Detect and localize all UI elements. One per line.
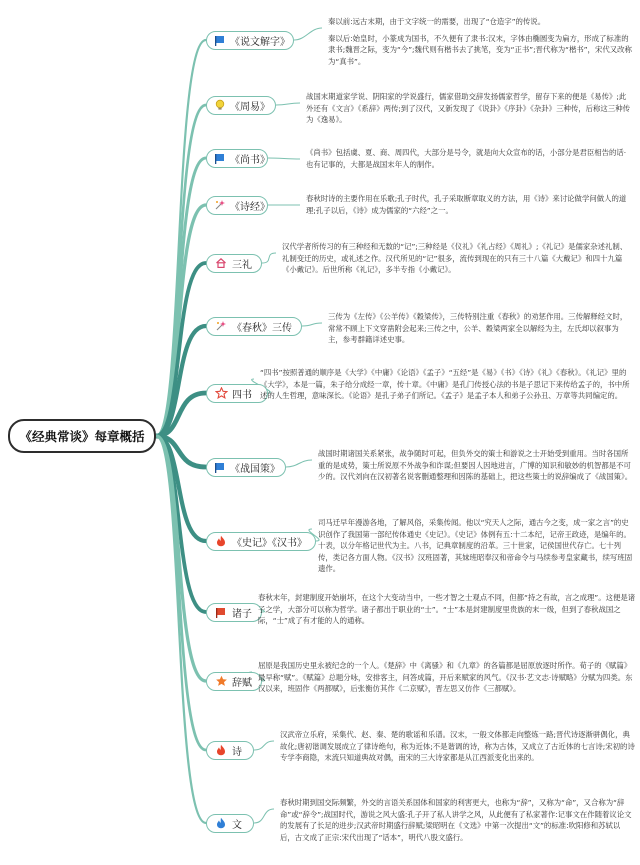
- flag-red-icon: [214, 606, 228, 618]
- summary-paragraph: 战国末期道家学说、阴阳家的学说盛行，儒家借助交辞发扬儒家哲学，留存下来的便是《易传》;此外还有《文言》《系辞》两传;到了汉代，又新发现了《说卦》《序卦》《杂卦》三种传，后称这三种传为《逸易》。: [306, 92, 630, 125]
- chapter-label: 辞赋: [232, 677, 252, 689]
- summary-paragraph: 《尚书》包括虞、夏、商、周四代，大部分是号令，就是向大众宣布的话，小部分是君臣相告的话·也有记事的，大都是战国末年人的制作。: [306, 148, 627, 169]
- summary-paragraph: 秦以后:始皇时，小篆成为国书，不久便有了隶书:汉末，字体由椭圆变为扁方，形成了标准的隶书;魏晋之际，变为“今”;魏代则有楷书去了挑笔，变为“正书”;晋代称为“楷书”，宋代又改称为“真书”。: [328, 33, 632, 66]
- summary-paragraph: 战国时期诸国关系紧张，战争随时可起，但负外交的策士和游说之士开始受到重用。当时各国所重的是成势，策士所说原不外战争和诈谋;但要因人因地进言，广博的知识和敏妙的机智都是不可少的。汉代刘向在汉初著名说客删通整理和因陈的基础上，把这些策士的说辞编成了《战国策》。: [318, 449, 633, 482]
- chapter-summary: [318, 448, 634, 483]
- chapter-label: 《尚书》: [230, 154, 270, 166]
- chapter-summary: [306, 193, 631, 216]
- chapter-node[interactable]: [206, 814, 254, 833]
- detail-connector: [262, 253, 276, 263]
- flag-blue-icon: [214, 461, 226, 473]
- chapter-summary: [280, 729, 635, 764]
- flag-blue-icon: [214, 34, 226, 46]
- chapter-node[interactable]: [206, 31, 294, 50]
- flag-blue-icon: [214, 152, 226, 164]
- star-outline-icon: [214, 387, 228, 399]
- chapter-summary: [306, 147, 631, 170]
- chapter-node[interactable]: [206, 458, 286, 477]
- chapter-label: 四书: [232, 389, 252, 401]
- summary-paragraph: 春秋末年，封建制度开始崩坏，在这个大变动当中，一些才智之士观点不同，但都“持之有故，言之成理”。这便是诸子之学，大部分可以称为哲学。诸子都出于职业的“士”。“士”本是封建制度里贵族的末一级，但到了春秋战国之际，“士”成了有才能的人的通称。: [258, 593, 636, 626]
- chapter-label: 诗: [232, 746, 242, 758]
- chapter-label: 诸子: [232, 608, 252, 620]
- fire-blue-icon: [214, 817, 228, 829]
- summary-paragraph: 屈原是我国历史里永被纪念的一个人。《楚辞》中《离骚》和《九章》的各篇都是屈原放逐时所作。荀子的《赋篇》最早称“赋”。《赋篇》总题分咏，安排客主，问答成篇，开后来赋家的风气。《汉书·艺文志·诗赋略》分赋为四类。东汉以来，班固作《两都赋》，后张衡仿其作《二京赋》，晋左思又仿作《三都赋》。: [258, 661, 633, 694]
- chapter-label: 《诗经》: [230, 201, 270, 213]
- chapter-node[interactable]: [206, 254, 262, 273]
- summary-paragraph: 秦以前:远古末期，由于文字统一的需要，出现了“仓造字”的传说。: [328, 17, 546, 26]
- summary-paragraph: “四书”按照普通的顺序是《大学》《中庸》《论语》《孟子》“五经”是《易》《书》《诗》《礼》《春秋》。《礼记》里的《大学》，本是一篇，朱子给分成经一章，传十章。《中庸》是孔门传授心法的书是子思记下来传给孟子的，书中所述的人生哲理，意味深长。《论语》是孔子弟子们所记。《孟子》是孟子本人和弟子公孙丑、万章等共同编定的。: [260, 368, 630, 401]
- chapter-node[interactable]: [206, 532, 316, 551]
- chapter-summary: [280, 797, 635, 843]
- root-topic[interactable]: 《经典常谈》每章概括: [8, 419, 156, 453]
- detail-connector: [268, 158, 300, 159]
- chapter-summary: [318, 517, 634, 575]
- chapter-node[interactable]: [206, 96, 276, 115]
- chapter-node[interactable]: [206, 384, 268, 403]
- chapter-label: 《说文解字》: [230, 36, 290, 48]
- chapter-node[interactable]: [206, 603, 262, 622]
- detail-connector: [276, 103, 300, 105]
- chapter-label: 《战国策》: [230, 463, 280, 475]
- chapter-summary: [328, 311, 628, 346]
- detail-connector: [286, 460, 312, 467]
- chapter-summary: [328, 16, 633, 67]
- chapter-node[interactable]: [206, 672, 262, 691]
- lightbulb-icon: [214, 99, 226, 111]
- summary-paragraph: 司马迁早年漫游各地，了解风俗，采集传闻。他以“究天人之际，通古今之变，成一家之言”的史识创作了我国第一部纪传体通史《史记》。《史记》体例有五:十二本纪，记帝王政迹，是编年的。十表，以分年格记世代为主。八书，记典章制度的沿革。三十世家，记侯国世代存亡。七十列传，类记各方面人物。《汉书》汉班固著，其妹班昭奉汉和帝命令与马续参考皇家藏书，续写班固遗作。: [318, 518, 633, 574]
- chapter-label: 文: [232, 819, 242, 831]
- summary-paragraph: 春秋时期到国交际频繁，外交的言语关系国体和国家的利害更大，也称为“辞”，又称为“命”，又合称为“辞命”或“辞令”;战国时代，游说之风大盛:孔子开了私人讲学之风，从此便有了私家著作:记事文在作随着议论文的发展有了长足的进步;汉武帝时期盛行辞赋;梁昭明在《文选》中第一次提出“文”的标准:吹阳修和苏轼以后，古文成了正宗:宋代出现了“话本”，明代八股文盛行。: [280, 798, 632, 842]
- detail-connector: [294, 28, 322, 40]
- fire-icon: [214, 744, 228, 756]
- chapter-label: 《春秋》三传: [232, 322, 292, 334]
- chapter-summary: [282, 241, 632, 276]
- detail-connector: [302, 323, 322, 326]
- chapter-label: 三礼: [232, 259, 252, 271]
- chapter-summary: [258, 592, 636, 627]
- chapter-node[interactable]: [206, 317, 302, 336]
- chapter-summary: [306, 91, 631, 126]
- fire-icon: [214, 535, 228, 547]
- sparkle-icon: [214, 320, 228, 332]
- detail-connector: [254, 809, 274, 823]
- chapter-node[interactable]: [206, 149, 268, 168]
- chapter-node[interactable]: [206, 741, 254, 760]
- chapter-node[interactable]: [206, 196, 268, 215]
- detail-connector: [254, 741, 274, 750]
- summary-paragraph: 汉代学者所传习的有三种经和无数的“记”;三种经是《仪礼》《礼占经》《周礼》;《礼记》是儒家杂述礼制、礼制变迁的历史，或礼述之作。汉代所见的“记”很多，流传到现在的只有三十八篇《大戴记》和四十九篇《小戴记》。后世所称《礼记》，多半专指《小戴记》。: [282, 242, 628, 275]
- house-icon: [214, 257, 228, 269]
- sparkle-icon: [214, 199, 226, 211]
- chapter-label: 《周易》: [230, 101, 270, 113]
- chapter-label: 《史记》《汉书》: [232, 537, 307, 549]
- summary-paragraph: 春秋时诗的主要作用在乐歌;孔子时代，孔子采取断章取义的方法，用《诗》来讨论做学问做人的道理;孔子以后，《诗》成为儒家的“六经”之一。: [306, 194, 627, 215]
- summary-paragraph: 三传为《左传》《公羊传》《穀梁传》，三传特别注重《春秋》的劝惩作用。三传解释经文时，常常不顾上下文穿凿附会起来;三传之中，公羊、穀梁两家全以解经为主，左氏却以叙事为主，参考群籍详述史事。: [328, 312, 628, 345]
- chapter-summary: [260, 367, 630, 402]
- summary-paragraph: 汉武帝立乐府，采集代、赵、秦、楚的歌谣和乐谱。汉末，一般文体都走向整炼一路;晋代诗逐渐骈偶化，典故化;唐初谐调发展成立了律诗绝句，称为近体;不是谐调的诗，称为古体，又成立了古近体的七言诗;宋初的诗专学李商隐，末流只知道典故对偶，南宋的三大诗家都是从江西派变化出来的。: [280, 730, 635, 763]
- star-orange-icon: [214, 675, 228, 687]
- chapter-summary: [258, 660, 636, 695]
